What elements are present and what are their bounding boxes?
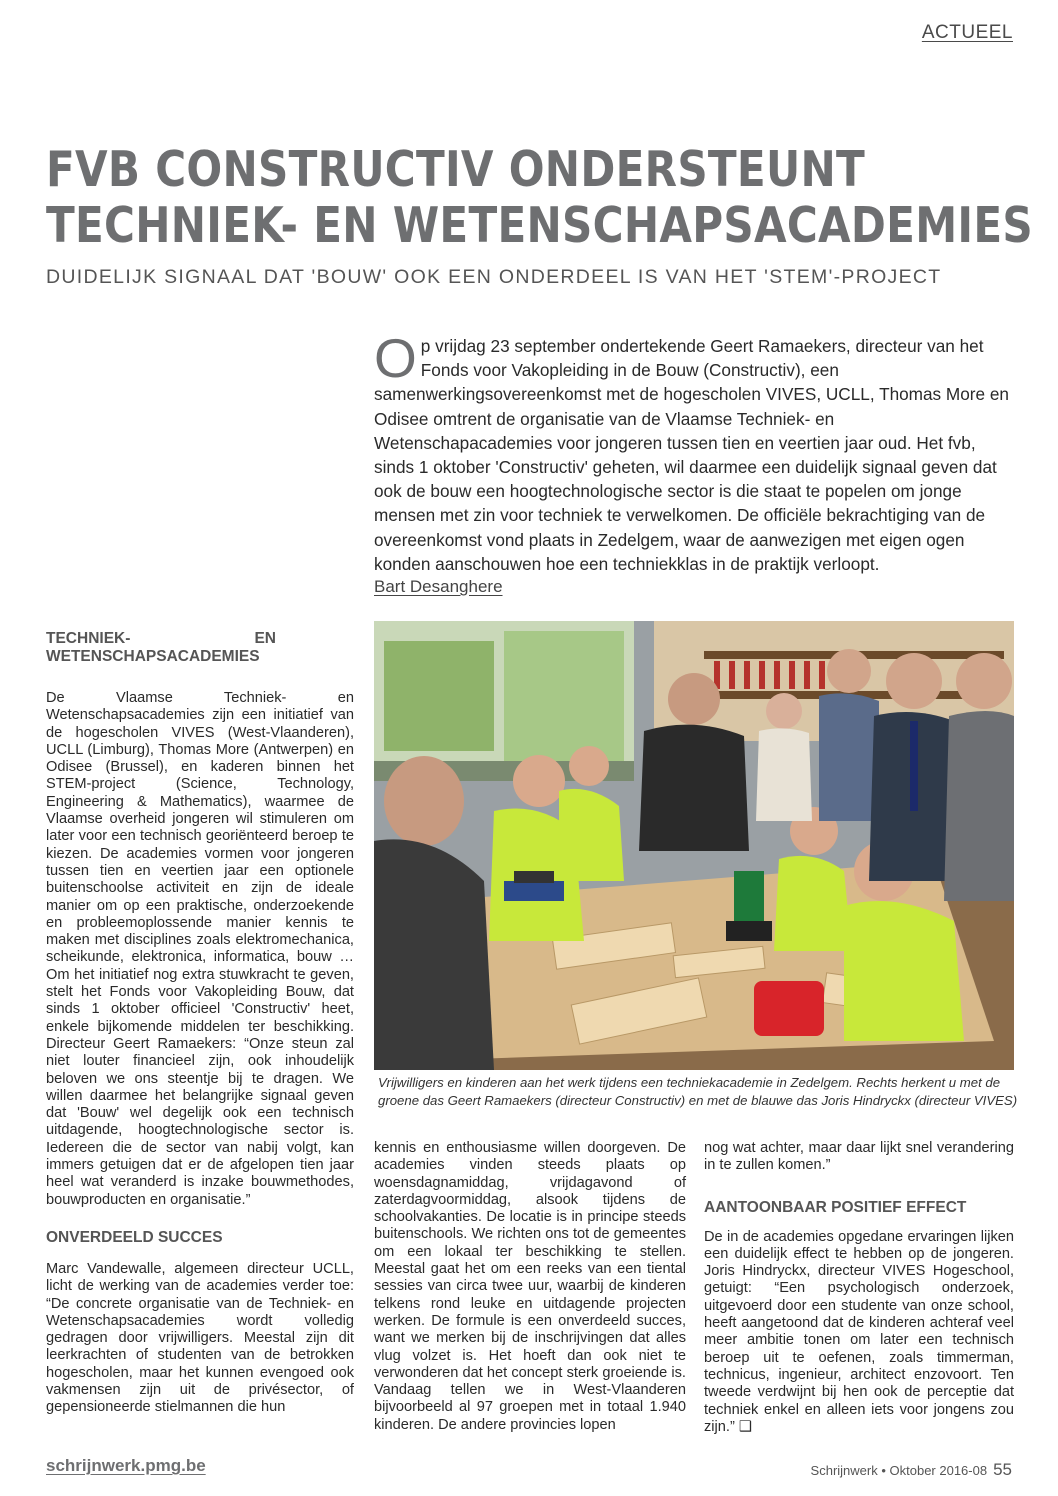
column-1 — [46, 630, 354, 1417]
photo-workshop — [374, 621, 1014, 1070]
end-mark-icon: ❑ — [738, 1418, 752, 1435]
page-title — [46, 141, 1033, 254]
title-line-2: TECHNIEK- EN WETENSCHAPSACADEMIES — [46, 197, 1033, 254]
column-3 — [704, 1140, 1014, 1436]
paragraph-effect — [704, 1229, 1014, 1437]
title-line-1: FVB CONSTRUCTIV ONDERSTEUNT — [46, 141, 865, 198]
photo-caption: Vrijwilligers en kinderen aan het werk tijdens een techniekacademie in Zedelgem. Rechts herkent u met de groene das Geert Ramaekers (directeur Constructiv) en met de blauwe das Joris Hindryckx (directeur VIVES) — [378, 1075, 1018, 1108]
lead-text: p vrijdag 23 september ondertekende Geert Ramaekers, directeur van het Fonds voor Vakopleiding in de Bouw (Constructiv), een samenwerkingsovereenkomst met de hogescholen VIVES, UCLL, Thomas More en Odisee omtrent de organisatie van de Vlaamse Techniek- en Wetenschapacademies voor jongeren tussen tien en veertien jaar oud. Het fvb, sinds 1 oktober 'Constructiv' geheten, wil daarmee een duidelijk signaal geven dat ook de bouw een hoogtechnologische sector is die staat te popelen om jonge mensen met zin voor techniek te verwelkomen. De officiële bekrachtiging van de overeenkomst vond plaats in Zedelgem, waar de aanwezigen met eigen ogen konden aanschouwen hoe een techniekklas in de praktijk verloopt. — [374, 336, 1009, 574]
heading-effect: AANTOONBAAR POSITIEF EFFECT — [704, 1198, 967, 1216]
footer-website-link[interactable]: schrijnwerk.pmg.be — [46, 1456, 206, 1475]
paragraph-effect-text: De in de academies opgedane ervaringen lijken een duidelijk effect te hebben op de jongeren. Joris Hindryckx, directeur VIVES Hogeschool, getuigt: “Een psychologisch onderzoek, uitgevoerd door een studente van onze school, heeft aangetoond dat de kinderen achteraf veel meer ambitie tonen om later een technisch beroep uit te oefenen, zoals timmerman, technicus, ingenieur, architect enzovoort. Ten tweede verdwijnt bij hen ook de perceptie dat techniek enkel en alleen iets voor jongens zou zijn.” — [704, 1228, 1014, 1435]
footer-info — [811, 1460, 1012, 1480]
workshop-photo-illustration — [374, 621, 1014, 1070]
heading-academies: TECHNIEK- EN WETENSCHAPSACADEMIES — [46, 630, 276, 665]
paragraph-continuation: nog wat achter, maar daar lijkt snel verandering in te zullen komen.” — [704, 1140, 1014, 1174]
paragraph-organisation: kennis en enthousiasme willen doorgeven. De academies vinden steeds plaats op woensdagnamiddag, vrijdagavond of zaterdagvoormiddag, alsook tijdens de schoolvakanties. De locatie is in principe steeds buitenschools. We richten ons tot de gemeentes om een lokaal ter beschikking te stellen. Meestal gaat het om een reeks van een tiental sessies van circa twee uur, waarbij de kinderen telkens rond leuke en uitdagende projecten werken. De formule is een onverdeeld succes, want we merken bij de inschrijvingen dat alles vlug volzet is. Het hoeft dan ook niet te verwonderen dat het concept sterk groeiende is. Vandaag tellen we in West-Vlaanderen bijvoorbeeld al 97 groepen met in totaal 1.940 kinderen. De andere provincies lopen — [374, 1140, 686, 1433]
lead-paragraph — [374, 327, 1014, 576]
paragraph-academies: De Vlaamse Techniek- en Wetenschapsacademies zijn een initiatief van de hogescholen VIVES (West-Vlaanderen), UCLL (Limburg), Thomas More (Antwerpen) en Odisee (Brussel), en kaderen binnen het STEM-project (Science, Technology, Engineering & Mathematics), waarmee de Vlaamse overheid jongeren wil stimuleren om later voor een technisch georiënteerd beroep te kiezen. De academies vormen voor jongeren tussen tien en veertien jaar een optionele buitenschoolse activiteit en zijn de ideale manier om op een praktische, onderzoekende en probleemoplossende manier kennis te maken met disciplines zoals elektromechanica, scheikunde, elektronica, informatica, bouw … Om het initiatief nog extra stuwkracht te geven, stelt het Fonds voor Vakopleiding Bouw, dat sinds 1 oktober officieel 'Constructiv' heet, enkele bijkomende middelen ter beschikking. Directeur Geert Ramaekers: “Onze steun zal niet louter financieel zijn, ook inhoudelijk beloven we ons steentje bij te dragen. We willen daarmee het belangrijke signaal geven dat 'Bouw' wel degelijk ook een technisch uitdagende, hoogtechnologische sector is. Iedereen die de sector van nabij volgt, kan immers getuigen dat er de afgelopen tien jaar heel wat veranderd is inzake bouwmethodes, bouwproducten en organisatie.” — [46, 690, 354, 1208]
paragraph-succes: Marc Vandewalle, algemeen directeur UCLL, licht de werking van de academies verder toe: “De concrete organisatie van de Techniek- en Wetenschapsacademies wordt volledig gedragen door vrijwilligers. Meestal zijn dit leerkrachten of studenten van de betrokken hogescholen, maar het kunnen evengoed ook vakmensen zijn uit de privésector, of gepensioneerde stielmannen die hun — [46, 1260, 354, 1416]
column-2 — [374, 1140, 686, 1434]
page-number: 55 — [993, 1460, 1012, 1479]
section-tag[interactable]: ACTUEEL — [921, 22, 1013, 43]
heading-succes: ONVERDEELD SUCCES — [46, 1228, 223, 1246]
drop-cap: O — [374, 327, 417, 389]
footer-magazine: Schrijnwerk • Oktober 2016-08 — [810, 1463, 988, 1478]
subtitle: DUIDELIJK SIGNAAL DAT 'BOUW' OOK EEN ONDERDEEL IS VAN HET 'STEM'-PROJECT — [46, 266, 942, 288]
author-link[interactable]: Bart Desanghere — [374, 577, 503, 596]
